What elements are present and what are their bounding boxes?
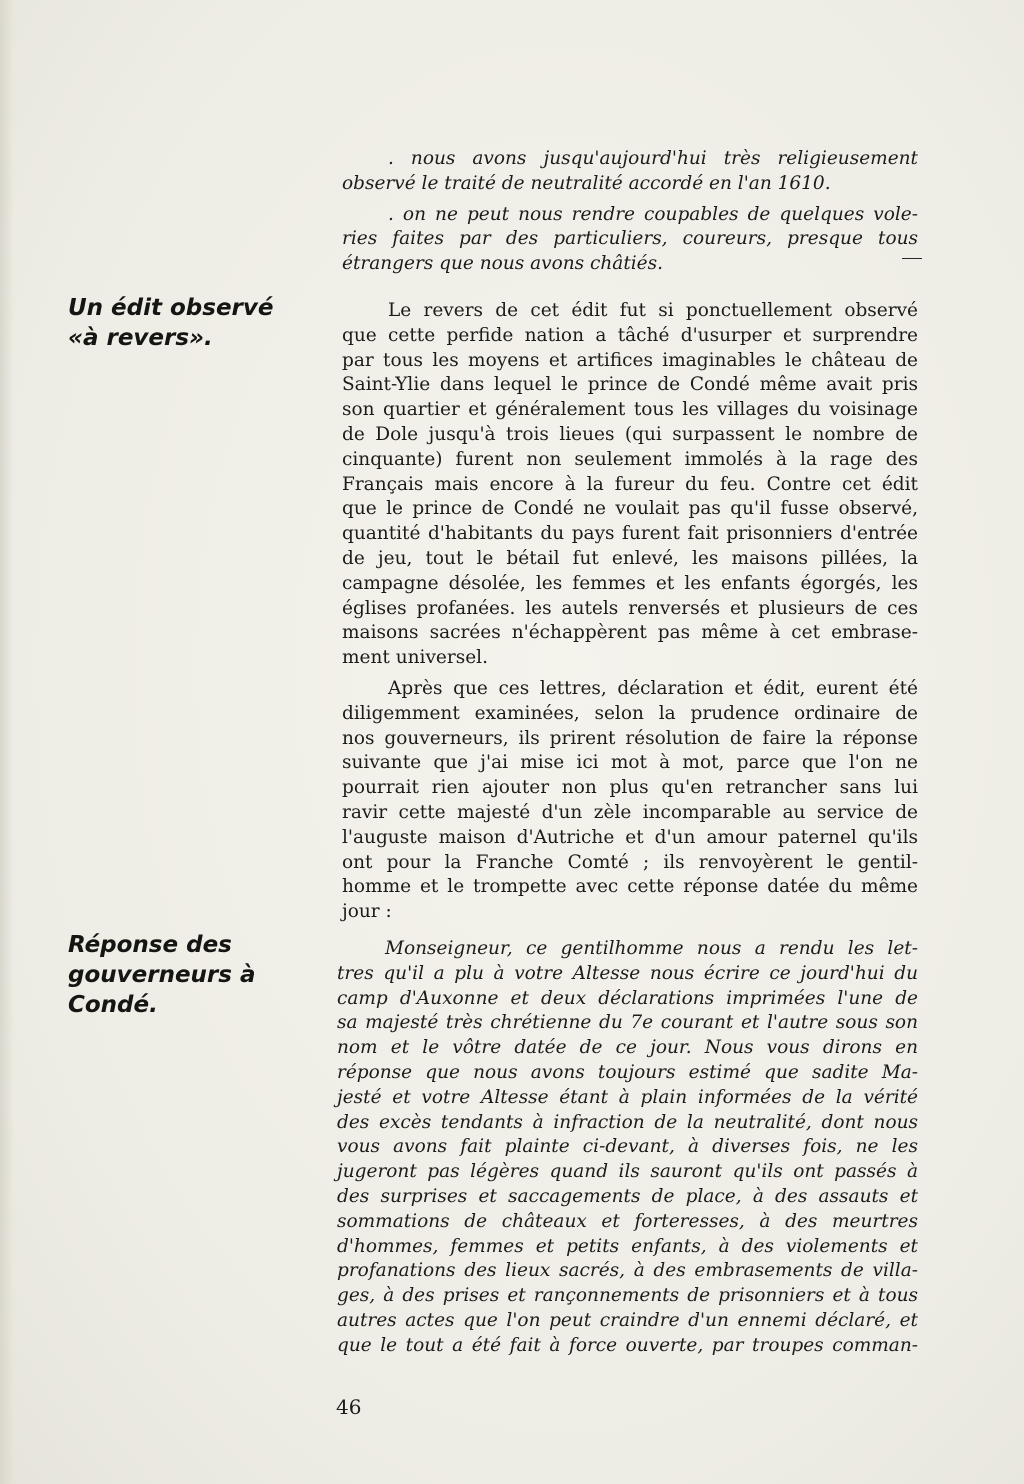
text-line: autres actes que l'on peut craindre d'un ennemi déclaré, et — [337, 1309, 918, 1331]
text-line: camp d'Auxonne et deux déclarations imprimées l'une de — [337, 987, 918, 1009]
text-line: de jeu, tout le bétail fut enlevé, les maisons pillées, la — [342, 547, 918, 569]
text-line: ont pour la Franche Comté ; ils renvoyèrent le gentil- — [342, 851, 918, 873]
text-line: églises profanées. les autels renversés et plusieurs de ces — [342, 597, 918, 619]
text-line: nom et le vôtre datée de ce jour. Nous vous dirons en — [337, 1037, 918, 1059]
text-line: ment universel. — [342, 647, 488, 669]
text-line: par tous les moyens et artifices imaginables le château de — [342, 349, 918, 371]
text-line: . nous avons jusqu'aujourd'hui très religieusement — [388, 148, 918, 169]
sidenote-edit-observe — [68, 293, 298, 353]
text-line: ges, à des prises et rançonnements de prisonniers et à tous — [337, 1285, 918, 1307]
text-line: profanations des lieux sacrés, à des embrasements de villa- — [337, 1260, 918, 1282]
text-line: quantité d'habitants du pays furent fait prisonniers d'entrée — [342, 523, 918, 545]
text-line: Après que ces lettres, déclaration et édit, eurent été — [388, 678, 918, 699]
text-line: Saint-Ylie dans lequel le prince de Condé même avait pris — [342, 374, 918, 396]
text-line: son quartier et généralement tous les villages du voisinage — [342, 399, 918, 421]
text-line: campagne désolée, les femmes et les enfants égorgés, les — [342, 572, 918, 594]
text-line: que cette perfide nation a tâché d'usurper et surprendre — [342, 324, 918, 346]
text-line: suivante que j'ai mise ici mot à mot, parce que l'on ne — [342, 752, 918, 774]
text-line: . on ne peut nous rendre coupables de quelques vole- — [388, 203, 918, 225]
text-line: ries faites par des particuliers, coureurs, presque tous — [342, 228, 918, 250]
sidenote-line: «à revers». — [68, 325, 213, 351]
em-dash — [902, 258, 922, 259]
text-line: jugeront pas légères quand ils sauront qu'ils ont passés à — [337, 1161, 918, 1183]
sidenote-line: gouverneurs à — [68, 962, 256, 988]
text-line: jesté et votre Altesse étant à plain informées de la vérité — [337, 1086, 918, 1108]
text-line: observé le traité de neutralité accordé en l'an 1610. — [342, 172, 831, 194]
text-line: tres qu'il a plu à votre Altesse nous écrire ce jourd'hui du — [337, 962, 918, 984]
text-line: Monseigneur, ce gentilhomme nous a rendu les let- — [385, 938, 918, 959]
quote-lettre-monseigneur — [337, 937, 918, 1359]
sidenote-line: Un édit observé — [68, 295, 274, 321]
text-line: Français mais encore à la fureur du feu. Contre cet édit — [342, 473, 918, 495]
sidenote-line: Condé. — [68, 992, 158, 1018]
paragraph-revers-edit — [342, 299, 918, 671]
text-line: diligemment examinées, selon la prudence ordinaire de — [342, 702, 918, 724]
text-line: homme et le trompette avec cette réponse datée du même — [342, 876, 918, 898]
quote-neutralite — [342, 147, 918, 277]
text-line: vous avons fait plainte ci-devant, à diverses fois, ne les — [337, 1136, 918, 1158]
sidenote-reponse-gouverneurs — [68, 930, 298, 1020]
text-line: nos gouverneurs, ils prirent résolution de faire la réponse — [342, 727, 918, 749]
text-line: réponse que nous avons toujours estimé que sadite Ma- — [337, 1061, 918, 1083]
text-line: que le prince de Condé ne voulait pas qu'il fusse observé, — [342, 498, 918, 520]
text-line: étrangers que nous avons châtiés. — [342, 253, 663, 275]
page-binding-shadow — [0, 0, 14, 1484]
text-line: des surprises et saccagements de place, à des assauts et — [337, 1185, 918, 1207]
text-line: jour : — [342, 901, 392, 923]
text-line: maisons sacrées n'échappèrent pas même à cet embrase- — [342, 622, 918, 644]
sidenote-line: Réponse des — [68, 932, 232, 958]
paragraph-reponse-intro — [342, 677, 918, 925]
text-line: cinquante) furent non seulement immolés à la rage des — [342, 448, 918, 470]
text-line: pourrait rien ajouter non plus qu'en retrancher sans lui — [342, 777, 918, 799]
text-line: de Dole jusqu'à trois lieues (qui surpassent le nombre de — [342, 423, 918, 445]
text-line: ravir cette majesté d'un zèle incomparable au service de — [342, 801, 918, 823]
text-line: sa majesté très chrétienne du 7e courant et l'autre sous son — [337, 1012, 918, 1034]
text-line: des excès tendants à infraction de la neutralité, dont nous — [337, 1111, 918, 1133]
text-line: sommations de châteaux et forteresses, à des meurtres — [337, 1210, 918, 1232]
text-line: Le revers de cet édit fut si ponctuellement observé — [388, 300, 918, 321]
text-line: d'hommes, femmes et petits enfants, à des violements et — [337, 1235, 918, 1257]
text-line: que le tout a été fait à force ouverte, par troupes comman- — [337, 1334, 918, 1356]
page-number: 46 — [336, 1395, 362, 1419]
text-line: l'auguste maison d'Autriche et d'un amour paternel qu'ils — [342, 826, 918, 848]
